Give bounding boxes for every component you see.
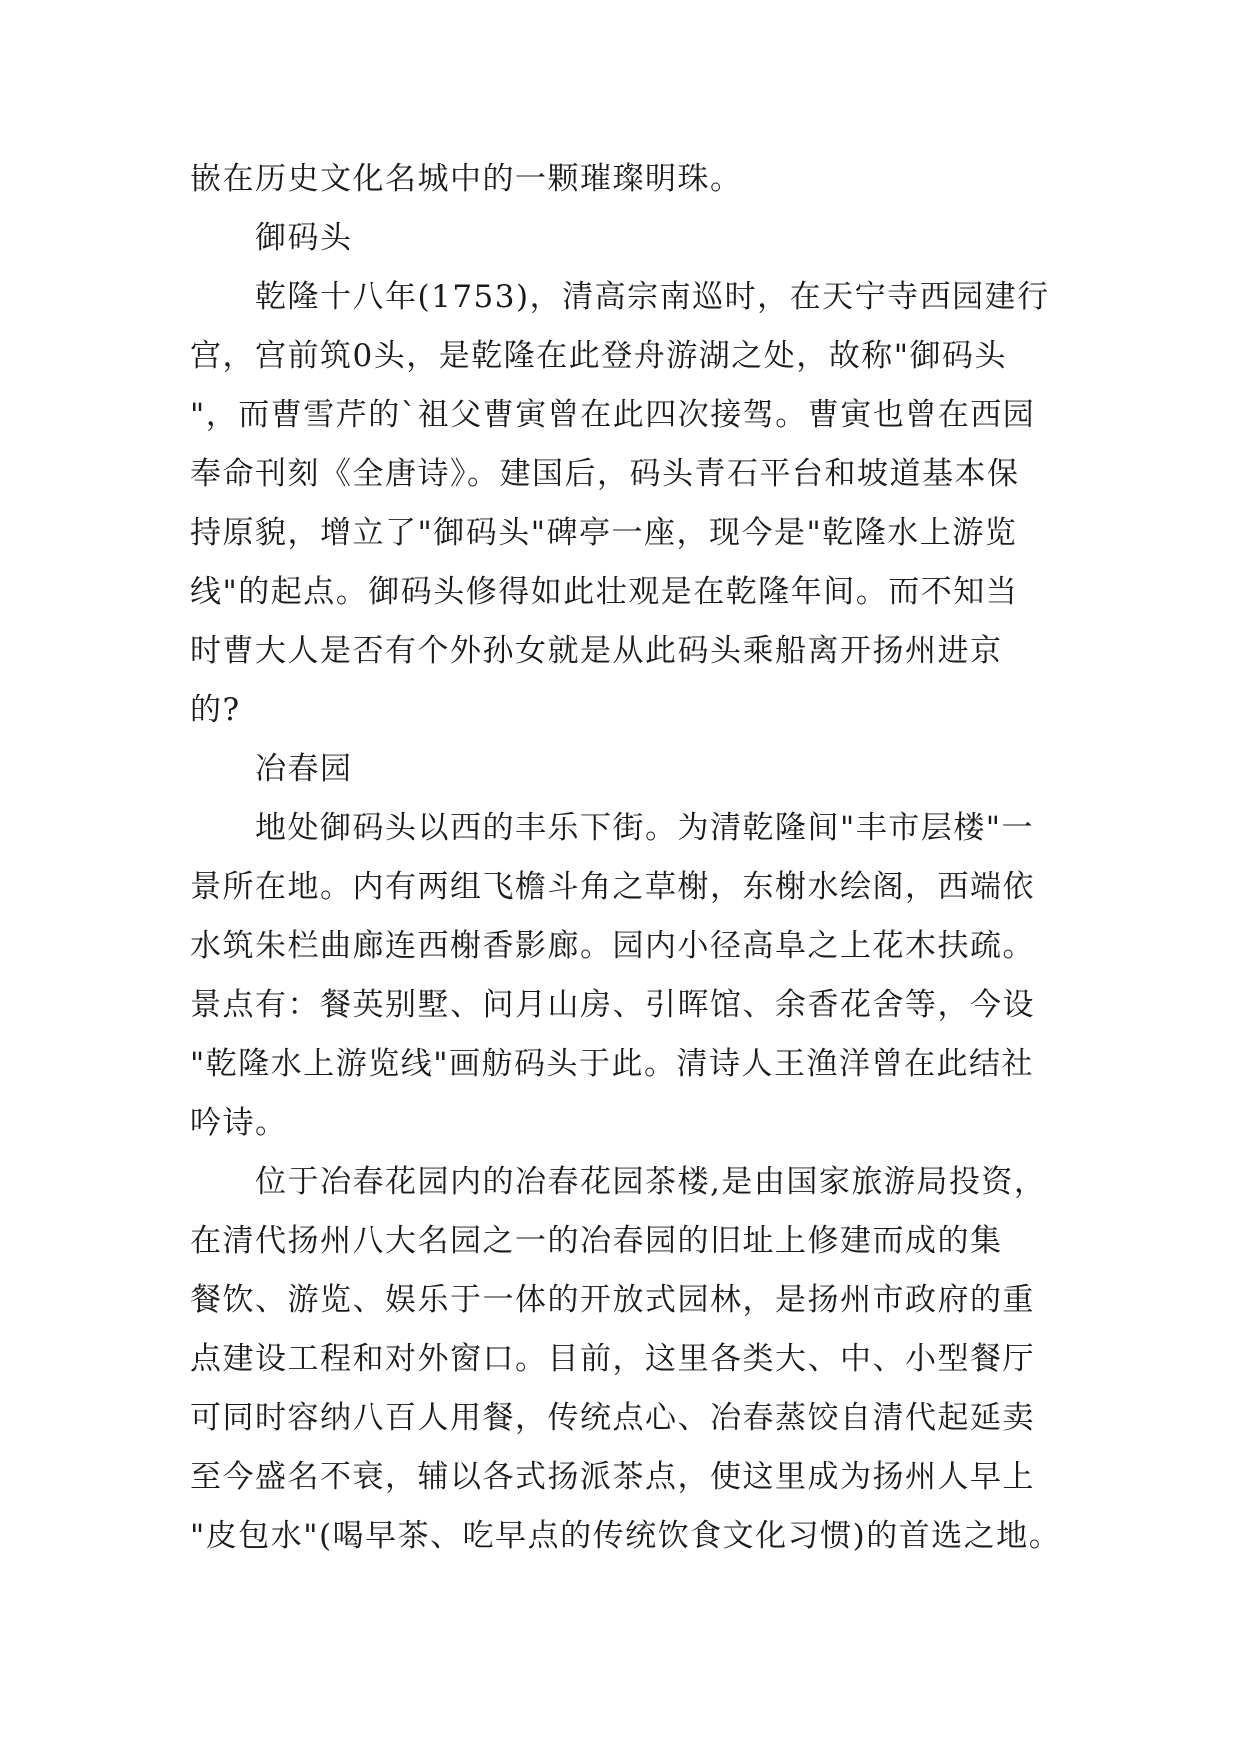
text-line: 奉命刊刻《全唐诗》。建国后，码头青石平台和坡道基本保 <box>190 456 1020 492</box>
text-line: 可同时容纳八百人用餐，传统点心、冶春蒸饺自清代起延卖 <box>190 1400 1035 1436</box>
text-line: 持原貌，增立了"御码头"碑亭一座，现今是"乾隆水上游览 <box>190 515 1018 551</box>
text-line: 在清代扬州八大名园之一的冶春园的旧址上修建而成的集 <box>190 1223 1003 1259</box>
text-line: 吟诗。 <box>190 1105 288 1141</box>
text-line: 点建设工程和对外窗口。目前，这里各类大、中、小型餐厅 <box>190 1341 1035 1377</box>
text-line: 时曹大人是否有个外孙女就是从此码头乘船离开扬州进京 <box>190 633 1003 669</box>
text-line: 位于冶春花园内的冶春花园茶楼,是由国家旅游局投资， <box>255 1164 1047 1200</box>
text-line: 景所在地。内有两组飞檐斗角之草榭，东榭水绘阁，西端依 <box>190 869 1035 905</box>
text-line: 宫，宫前筑0头，是乾隆在此登舟游湖之处，故称"御码头 <box>190 338 1007 374</box>
section-heading-yumatou: 御码头 <box>255 220 353 256</box>
text-line: "，而曹雪芹的`祖父曹寅曾在此四次接驾。曹寅也曾在西园 <box>190 397 1036 433</box>
text-line: 餐饮、游览、娱乐于一体的开放式园林，是扬州市政府的重 <box>190 1282 1035 1318</box>
text-line: 至今盛名不衰，辅以各式扬派茶点，使这里成为扬州人早上 <box>190 1459 1035 1495</box>
paragraph-continuation-line: 嵌在历史文化名城中的一颗璀璨明珠。 <box>190 161 743 197</box>
document-body <box>190 150 1070 1566</box>
text-line: "皮包水"(喝早茶、吃早点的传统饮食文化习惯)的首选之地。 <box>190 1518 1062 1554</box>
text-line: 线"的起点。御码头修得如此壮观是在乾隆年间。而不知当 <box>190 574 1019 610</box>
text-line: 水筑朱栏曲廊连西榭香影廊。园内小径高阜之上花木扶疏。 <box>190 928 1035 964</box>
text-line: 景点有：餐英别墅、问月山房、引晖馆、余香花舍等，今设 <box>190 987 1035 1023</box>
text-line: "乾隆水上游览线"画舫码头于此。清诗人王渔洋曾在此结社 <box>190 1046 1035 1082</box>
text-line: 地处御码头以西的丰乐下街。为清乾隆间"丰市层楼"一 <box>255 810 1035 846</box>
text-line: 乾隆十八年(1753)，清高宗南巡时，在天宁寺西园建行 <box>255 279 1050 315</box>
section-heading-yechunyuan: 冶春园 <box>255 751 353 787</box>
text-line: 的? <box>190 692 241 728</box>
